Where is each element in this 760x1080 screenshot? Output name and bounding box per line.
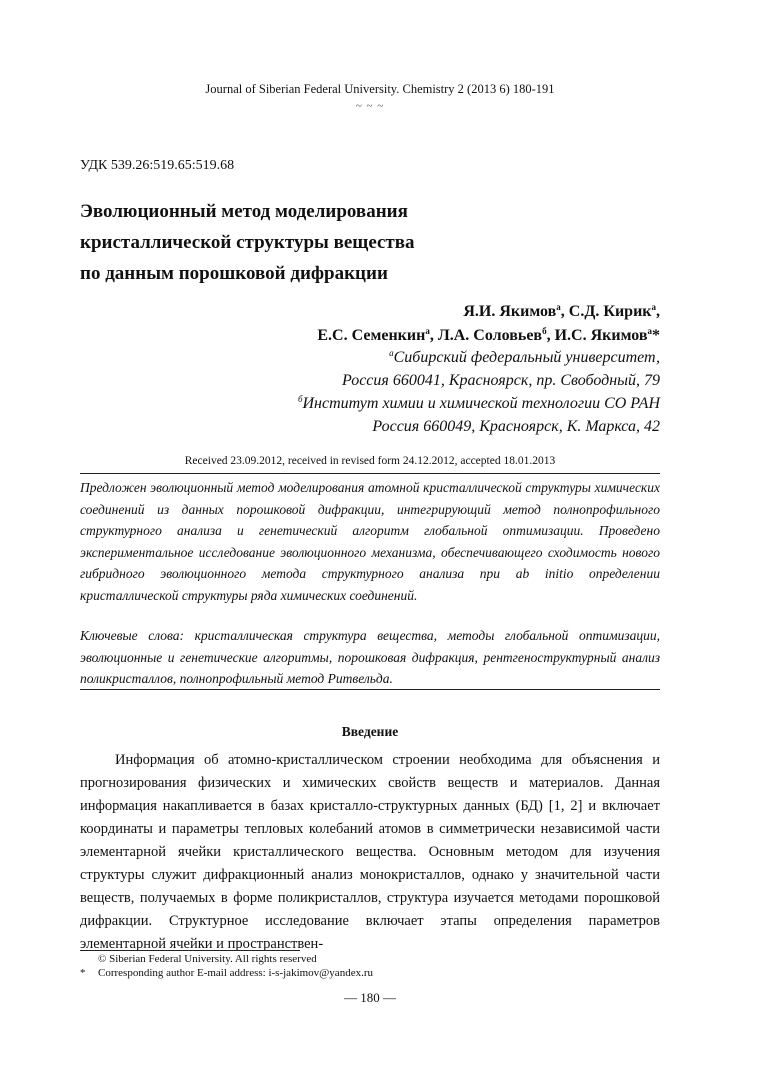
abstract-bottom-rule: [80, 689, 660, 690]
author-line-2: [317, 324, 660, 348]
journal-header: Journal of Siberian Federal University. Chemistry 2 (2013 6) 180-191: [205, 82, 555, 96]
corresponding-email: Corresponding author E-mail address: i-s-jakimov@yandex.ru: [98, 967, 373, 979]
affil-sup: а: [389, 348, 394, 358]
corresponding-mark: *: [652, 327, 660, 344]
footnote-star: *: [80, 967, 86, 979]
affil-a-name: Сибирский федеральный университет,: [393, 349, 660, 366]
affil-a-line-2: Россия 660041, Красноярск, пр. Свободный, 79: [342, 372, 660, 389]
title-line-2: кристаллической структуры вещества: [80, 232, 415, 253]
affil-b-name: Институт химии и химической технологии СО РАН: [302, 395, 660, 412]
affil-sup: б: [297, 394, 303, 404]
keywords: Ключевые слова: кристаллическая структура вещества, методы глобальной оптимизации, эволюционные и генетические алгоритмы, порошковая дифракция, рентгеноструктурный анализ поликристаллов, полнопрофильный метод Ритвельда.: [80, 628, 660, 686]
author-list: [317, 300, 660, 348]
affil-sup: б: [542, 326, 547, 336]
body-paragraph: Информация об атомно-кристаллическом строении необходима для объяснения и прогнозирования физических и химических свойств веществ и материалов. Данная информация накапливается в базах кристалло-структурных данных (БД) [1, 2] и включает координаты и параметры тепловых колебаний атомов в симметрически независимой части элементарной ячейки кристаллического вещества. Основным методом для изучения структуры служит дифракционный анализ монокристаллов, однако у значительной части веществ, получаемых в форме поликристаллов, структура изучается методами порошковой дифракции. Структурное исследование включает этапы определения параметров элементарной ячейки и пространствен-: [80, 752, 660, 952]
author-soloviev: , Л.А. Соловьев: [429, 327, 543, 344]
affil-sup: а: [425, 326, 430, 336]
affil-sup: а: [651, 302, 656, 312]
separator: ,: [656, 303, 660, 320]
affil-b-line-2: Россия 660049, Красноярск, К. Маркса, 42: [372, 418, 660, 435]
footnote-corresponding: [80, 967, 373, 979]
affiliations: [298, 346, 660, 438]
page-number: — 180 —: [344, 990, 396, 1005]
title-line-3: по данным порошковой дифракции: [80, 263, 388, 284]
author-line-1: [317, 300, 660, 324]
affil-sup: а: [556, 302, 561, 312]
abstract-top-rule: [80, 473, 660, 474]
header-ornament: ~ ~ ~: [355, 100, 385, 112]
udk-code: УДК 539.26:519.65:519.68: [80, 158, 235, 173]
footnote-copyright: [80, 953, 317, 965]
author-yakimov-is: , И.С. Якимов: [546, 327, 648, 344]
author-semenkin: Е.С. Семенкин: [317, 327, 426, 344]
author-yakimov-ya: Я.И. Якимов: [463, 303, 557, 320]
received-dates: Received 23.09.2012, received in revised form 24.12.2012, accepted 18.01.2013: [184, 455, 556, 467]
abstract: Предложен эволюционный метод моделирования атомной кристаллической структуры химических соединений из данных порошковой дифракции, интегрирующий метод полнопрофильного структурного анализа и генетический алгоритм глобальной оптимизации. Проведено экспериментальное исследование эволюционного механизма, обеспечивающего сходимость нового гибридного эволюционного метода структурного анализа при ab initio определении кристаллической структуры ряда химических соединений.: [80, 480, 660, 603]
author-kirik: , С.Д. Кирик: [560, 303, 652, 320]
article-title: [80, 196, 680, 289]
footnote-rule: [80, 950, 300, 951]
affil-a-line-1: [298, 346, 660, 369]
affil-b-line-1: [298, 392, 660, 415]
title-line-1: Эволюционный метод моделирования: [80, 201, 408, 222]
section-heading: Введение: [341, 724, 399, 739]
affil-sup: а: [647, 326, 652, 336]
copyright-text: © Siberian Federal University. All rights reserved: [98, 953, 317, 965]
